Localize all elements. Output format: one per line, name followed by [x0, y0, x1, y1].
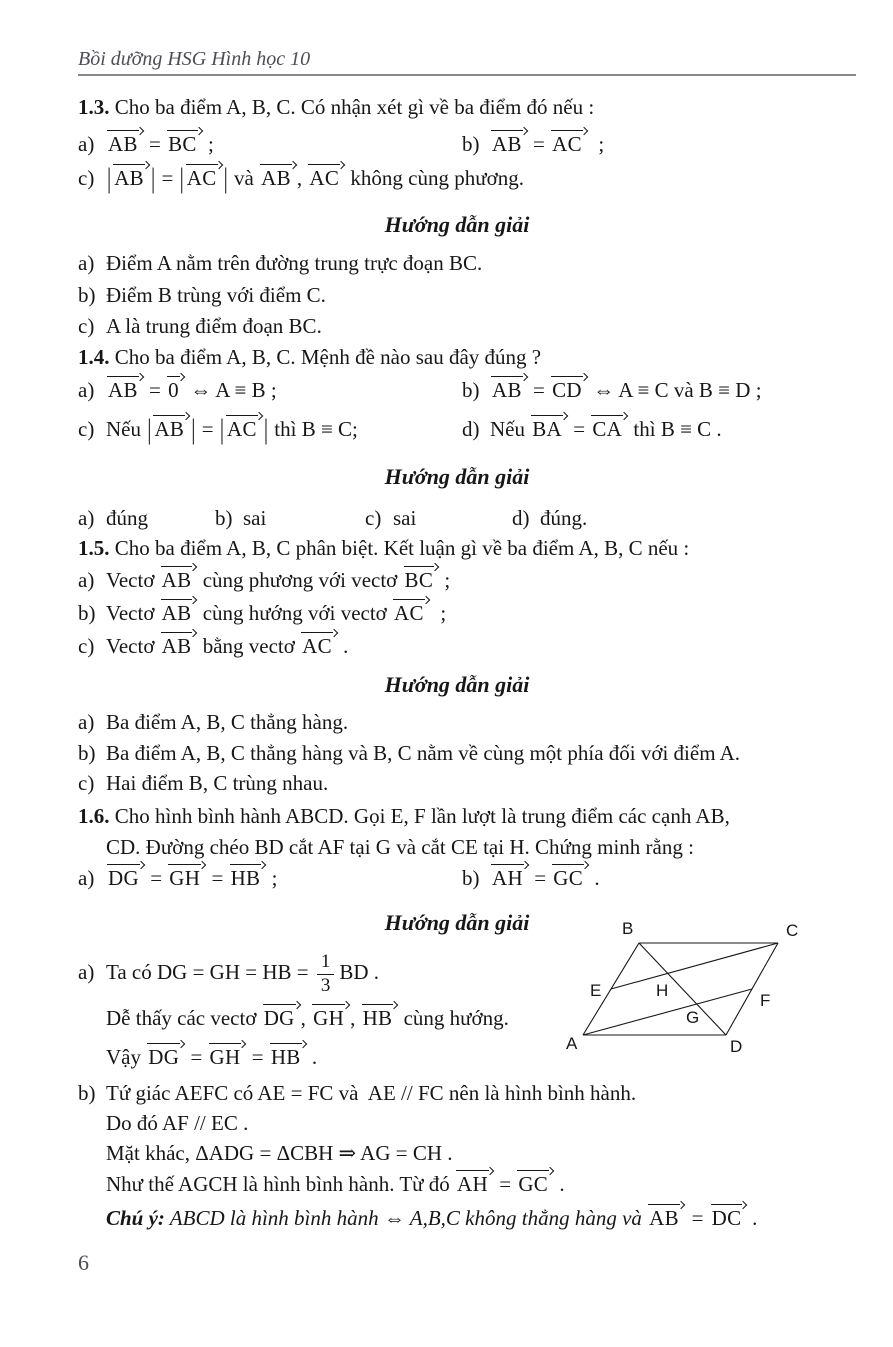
list-marker: a)	[78, 960, 95, 985]
text-line	[78, 1081, 836, 1105]
list-marker: b)	[78, 1081, 96, 1105]
text-line	[78, 283, 836, 307]
column-cell	[78, 412, 358, 446]
parallelogram-figure	[558, 908, 818, 1066]
text-run: Mặt khác, ΔADG = ΔCBH ⇒ AG = CH .	[106, 1141, 453, 1165]
heading-text: Hướng dẫn giải	[384, 212, 530, 237]
list-marker: b)	[78, 741, 96, 765]
vector: AC	[550, 128, 588, 155]
text-run: ,	[350, 1006, 361, 1030]
list-marker: a)	[78, 568, 95, 592]
text-run: ,	[296, 166, 308, 190]
vector: GC	[516, 1168, 554, 1195]
text-line	[78, 251, 836, 275]
abs-vector	[179, 161, 229, 195]
vector: BA	[530, 413, 568, 440]
text-run: Nếu	[490, 417, 531, 441]
vector: GH	[208, 1041, 247, 1068]
vector: AC	[225, 413, 263, 440]
text-run: ABCD là hình bình hành ⇔ A,B,C không thẳng hàng và	[164, 1206, 648, 1230]
list-marker: a)	[78, 132, 95, 156]
vector: GC	[551, 862, 589, 889]
text-line	[78, 835, 864, 859]
vector: AB	[160, 597, 198, 624]
text-line	[78, 95, 836, 119]
column-cell	[78, 862, 277, 890]
vector: AC	[392, 597, 430, 624]
vertex-label-A: A	[566, 1034, 578, 1053]
list-marker: b)	[462, 378, 480, 402]
section-heading	[78, 464, 836, 489]
vector: AH	[490, 862, 529, 889]
text-run: Vậy	[106, 1045, 147, 1069]
vector: BC	[403, 564, 440, 591]
text-run: =	[144, 866, 168, 890]
text-run: =	[493, 1172, 517, 1196]
text-run: ⇔ A ≡ C và B ≡ D ;	[587, 378, 762, 402]
vector: AC	[307, 162, 345, 189]
abs-bar: |	[263, 412, 269, 446]
abs-vector	[106, 161, 156, 195]
vector: DG	[146, 1041, 185, 1068]
column-cell	[215, 506, 266, 530]
list-marker: a)	[78, 710, 95, 734]
column-cell	[462, 413, 722, 441]
text-line	[78, 710, 836, 734]
text-run: Như thế AGCH là hình bình hành. Từ đó	[106, 1172, 456, 1196]
vector: CA	[590, 413, 628, 440]
column-cell	[512, 506, 587, 530]
vector: AB	[106, 128, 144, 155]
text-run: Cho hình bình hành ABCD. Gọi E, F lần lượt là trung điểm các cạnh AB,	[109, 804, 730, 828]
text-run: ;	[202, 132, 214, 156]
text-run: Cho ba điểm A, B, C phân biệt. Kết luận gì về ba điểm A, B, C nếu :	[109, 536, 690, 560]
text-run: Chú ý:	[106, 1206, 165, 1230]
list-marker: b)	[78, 601, 96, 625]
vertex-label-E: E	[590, 981, 602, 1000]
vector: AB	[490, 128, 528, 155]
text-run: sai	[393, 506, 417, 530]
vector: AB	[160, 564, 198, 591]
text-run: Điểm B trùng với điểm C.	[106, 283, 326, 307]
text-run: 1.4.	[78, 345, 110, 369]
abs-bar: |	[191, 412, 196, 446]
page-number: 6	[78, 1250, 89, 1275]
vector: GH	[167, 862, 206, 889]
column-cell	[462, 128, 604, 156]
vector: DG	[262, 1002, 301, 1029]
text-run: Ba điểm A, B, C thẳng hàng và B, C nằm về cùng một phía đối với điểm A.	[106, 741, 741, 765]
text-run: =	[527, 132, 551, 156]
text-run: =	[206, 866, 229, 890]
list-marker: b)	[215, 506, 233, 530]
heading-text: Hướng dẫn giải	[384, 910, 530, 935]
text-run: ;	[587, 132, 605, 156]
vector: DG	[106, 862, 145, 889]
heading-text: Hướng dẫn giải	[384, 672, 530, 697]
vector: BC	[166, 128, 203, 155]
text-run: =	[143, 378, 167, 402]
text-line	[78, 630, 836, 658]
text-run: Vectơ	[106, 601, 160, 625]
text-run: Điểm A nằm trên đường trung trực đoạn BC.	[106, 251, 483, 275]
text-run: ;	[266, 866, 278, 890]
section-heading	[78, 672, 836, 697]
text-line	[78, 161, 836, 195]
text-line	[78, 1111, 864, 1135]
column-cell	[78, 506, 148, 530]
text-run: sai	[243, 506, 267, 530]
text-run: 1.6.	[78, 804, 110, 828]
text-line	[78, 597, 836, 625]
column-cell	[78, 128, 214, 156]
text-run: =	[196, 417, 219, 441]
text-run: Cho ba điểm A, B, C. Có nhận xét gì về ba điểm đó nếu :	[109, 95, 595, 119]
list-marker: c)	[78, 634, 95, 658]
vector: AC	[185, 162, 223, 189]
text-line	[78, 741, 836, 765]
text-line	[78, 314, 836, 338]
vector: HB	[229, 862, 267, 889]
text-run: =	[143, 132, 167, 156]
text-run: CD. Đường chéo BD cắt AF tại G và cắt CE tại H. Chứng minh rằng :	[106, 835, 694, 859]
abs-bar: |	[219, 412, 225, 446]
text-run: Vectơ	[106, 634, 160, 658]
abs-vector	[146, 412, 196, 446]
vector: HB	[361, 1002, 399, 1029]
text-run: bằng vectơ	[197, 634, 301, 658]
edge-E-C	[611, 943, 778, 989]
text-run: .	[554, 1172, 565, 1196]
text-run: =	[684, 1206, 710, 1230]
abs-bar: |	[223, 161, 228, 195]
text-run: =	[527, 378, 551, 402]
vertex-label-H: H	[656, 981, 669, 1000]
text-run: không cùng phương.	[345, 166, 524, 190]
text-run: ⇔ A ≡ B ;	[184, 378, 277, 402]
fraction	[317, 952, 335, 997]
vector: AB	[259, 162, 297, 189]
abs-bar: |	[151, 161, 156, 195]
list-marker: a)	[78, 866, 95, 890]
text-run: cùng hướng với vectơ	[197, 601, 393, 625]
column-cell	[365, 506, 416, 530]
vector: DC	[710, 1202, 748, 1229]
page-header-title: Bồi dưỡng HSG Hình học 10	[78, 48, 311, 70]
edge-B-D	[639, 943, 726, 1035]
vector: AB	[160, 630, 198, 657]
text-run: .	[337, 634, 349, 658]
text-run: thì B ≡ C .	[628, 417, 722, 441]
text-run: và	[228, 166, 260, 190]
text-run: ;	[429, 601, 447, 625]
text-run: Do đó AF // EC .	[106, 1111, 249, 1135]
list-marker: d)	[462, 417, 480, 441]
vertex-label-D: D	[730, 1037, 743, 1056]
text-line	[78, 564, 836, 592]
abs-vector	[219, 412, 269, 446]
list-marker: a)	[78, 251, 95, 275]
text-run: Cho ba điểm A, B, C. Mệnh đề nào sau đây đúng ?	[109, 345, 542, 369]
text-run: Dễ thấy các vectơ	[106, 1006, 262, 1030]
vector: HB	[269, 1041, 307, 1068]
text-run: .	[589, 866, 600, 890]
text-run: cùng hướng.	[398, 1006, 509, 1030]
fraction-denominator: 3	[320, 974, 331, 996]
list-marker: a)	[78, 506, 95, 530]
list-marker: c)	[78, 771, 95, 795]
text-run: Nếu	[106, 417, 147, 441]
text-line	[78, 804, 836, 828]
vector: AB	[490, 374, 528, 401]
text-run: =	[156, 166, 179, 190]
abs-bar: |	[147, 412, 152, 446]
text-run: ,	[300, 1006, 312, 1030]
text-run: Tứ giác AEFC có AE = FC và AE // FC nên là hình bình hành.	[106, 1081, 637, 1105]
text-run: BD .	[339, 960, 380, 985]
vector: AB	[106, 374, 144, 401]
text-line	[78, 1141, 864, 1165]
vertex-label-C: C	[786, 921, 799, 940]
abs-bar: |	[107, 161, 112, 195]
text-run: thì B ≡ C;	[269, 417, 358, 441]
heading-text: Hướng dẫn giải	[384, 464, 530, 489]
text-run: 1.5.	[78, 536, 110, 560]
vector: AH	[455, 1168, 494, 1195]
vertex-label-F: F	[760, 991, 771, 1010]
text-run: Vectơ	[106, 568, 160, 592]
list-marker: c)	[78, 314, 95, 338]
vector: AB	[152, 413, 190, 440]
text-line	[78, 536, 836, 560]
text-run: Ta có DG = GH = HB =	[106, 960, 314, 985]
text-run: =	[528, 866, 552, 890]
list-marker: a)	[78, 378, 95, 402]
list-marker: b)	[462, 866, 480, 890]
vector: AC	[300, 630, 338, 657]
header-rule	[78, 74, 856, 76]
text-run: A là trung điểm đoạn BC.	[106, 314, 322, 338]
list-marker: b)	[462, 132, 480, 156]
vector: AB	[112, 162, 150, 189]
text-run: 1.3.	[78, 95, 110, 119]
text-run: Hai điểm B, C trùng nhau.	[106, 771, 329, 795]
list-marker: b)	[78, 283, 96, 307]
text-line	[78, 1168, 864, 1196]
text-run: ;	[439, 568, 451, 592]
vector: CD	[550, 374, 588, 401]
text-run: Ba điểm A, B, C thẳng hàng.	[106, 710, 349, 734]
column-cell	[462, 862, 600, 890]
text-run: đúng.	[540, 506, 588, 530]
abs-bar: |	[179, 161, 184, 195]
text-line	[78, 345, 836, 369]
vertex-label-B: B	[622, 919, 634, 938]
list-marker: c)	[365, 506, 382, 530]
column-cell	[78, 374, 277, 402]
section-heading	[78, 212, 836, 237]
vertex-label-G: G	[686, 1008, 700, 1027]
text-line	[78, 771, 836, 795]
list-marker: c)	[78, 417, 95, 441]
text-run: =	[246, 1045, 269, 1069]
vector: 0	[166, 374, 185, 401]
list-marker: c)	[78, 166, 95, 190]
vector: AB	[647, 1202, 685, 1229]
text-run: =	[185, 1045, 208, 1069]
fraction-numerator: 1	[317, 952, 335, 975]
text-run: đúng	[106, 506, 148, 530]
text-run: =	[568, 417, 591, 441]
list-marker: d)	[512, 506, 530, 530]
text-run: cùng phương với vectơ	[197, 568, 403, 592]
text-run: .	[747, 1206, 758, 1230]
vector: GH	[311, 1002, 350, 1029]
text-run: .	[306, 1045, 318, 1069]
text-line	[78, 1202, 864, 1230]
column-cell	[462, 374, 762, 402]
